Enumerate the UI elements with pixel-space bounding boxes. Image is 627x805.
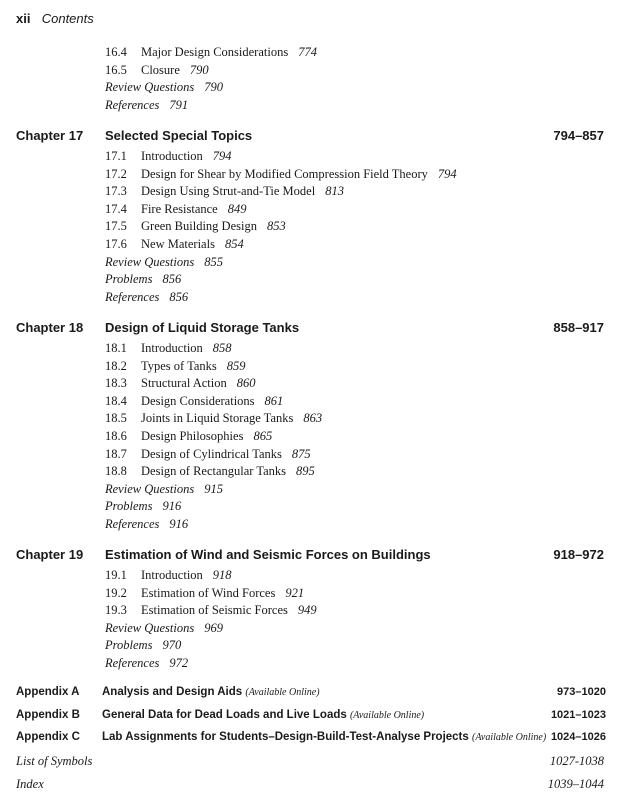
end-matter-label: List of Symbols (16, 754, 93, 768)
availability-note: (Available Online) (245, 687, 320, 698)
section-number: 18.2 (105, 358, 127, 373)
chapter-pages: 918–972 (553, 547, 604, 562)
section-page: 921 (285, 585, 305, 600)
section-page: 774 (298, 45, 317, 59)
toc-entry[interactable] (105, 516, 627, 534)
section-number: 18.3 (105, 376, 127, 391)
toc-entry[interactable] (105, 201, 627, 219)
toc-entry[interactable] (105, 637, 627, 655)
toc-entry[interactable] (105, 340, 627, 358)
appendix-pages: 1021–1023 (550, 709, 606, 721)
section-page: 853 (266, 219, 286, 234)
toc-entry[interactable] (105, 375, 627, 393)
list-of-symbols-row[interactable] (0, 754, 627, 772)
appendix-label: Appendix C (16, 731, 80, 743)
section-page: 949 (297, 603, 317, 618)
toc-entry[interactable] (105, 97, 627, 115)
section-title: Introduction (141, 568, 203, 582)
toc-entry[interactable] (105, 410, 627, 428)
section-page: 860 (236, 376, 256, 391)
chapter-label: Chapter 18 (16, 320, 84, 335)
section-page: 794 (437, 166, 457, 181)
section-title: References (105, 289, 160, 304)
toc-entry[interactable] (105, 254, 627, 272)
section-title: Structural Action (141, 376, 227, 391)
toc-entry[interactable] (105, 79, 627, 97)
page-header (16, 11, 94, 27)
section-number: 17.1 (105, 149, 127, 163)
section-number: 17.6 (105, 236, 127, 251)
toc-entry[interactable] (105, 236, 627, 254)
toc-entry[interactable] (105, 166, 627, 184)
toc-entry[interactable] (105, 481, 627, 499)
section-number: 17.4 (105, 201, 127, 216)
section-title: Fire Resistance (141, 201, 218, 216)
toc-entry[interactable] (105, 271, 627, 289)
appendix-title-wrap (102, 709, 424, 721)
section-title: Introduction (141, 149, 203, 163)
section-number: 18.4 (105, 393, 127, 408)
toc-entry[interactable] (105, 393, 627, 411)
section-title: Review Questions (105, 481, 195, 496)
chapter-title[interactable]: Estimation of Wind and Seismic Forces on Buildings (105, 547, 431, 562)
appendix-c-row[interactable] (0, 731, 627, 749)
section-number: 18.5 (105, 411, 127, 426)
section-page: 856 (169, 289, 189, 304)
appendix-title-wrap (102, 731, 546, 743)
toc-entry[interactable] (105, 585, 627, 603)
section-title: New Materials (141, 236, 215, 251)
section-page: 875 (291, 446, 311, 461)
section-page: 790 (204, 80, 223, 95)
chapter-19 (0, 547, 627, 673)
toc-entry[interactable] (105, 463, 627, 481)
section-number: 19.1 (105, 568, 127, 582)
toc-entry[interactable] (105, 620, 627, 638)
chapter-pages: 794–857 (553, 128, 604, 143)
section-page: 856 (162, 272, 182, 287)
section-number: 19.3 (105, 603, 127, 618)
section-title: Review Questions (105, 254, 195, 269)
section-page: 861 (264, 393, 284, 408)
section-page: 972 (169, 655, 189, 670)
section-title: Joints in Liquid Storage Tanks (141, 411, 294, 426)
section-title: References (105, 97, 160, 112)
chapter-pages: 858–917 (553, 320, 604, 335)
section-page: 895 (296, 464, 315, 479)
section-title: Design of Rectangular Tanks (141, 464, 287, 479)
section-page: 849 (227, 201, 247, 216)
appendix-a-row[interactable] (0, 686, 627, 704)
appendix-title: Lab Assignments for Students–Design-Build-Test-Analyse Projects (102, 731, 469, 743)
running-title: Contents (41, 11, 94, 26)
section-title: Estimation of Seismic Forces (141, 603, 288, 618)
section-number: 17.5 (105, 219, 127, 234)
chapter-17 (0, 128, 627, 306)
chapter-label: Chapter 17 (16, 128, 84, 143)
section-title: Types of Tanks (141, 358, 217, 373)
section-number: 16.4 (105, 45, 127, 59)
section-title: Estimation of Wind Forces (141, 585, 276, 600)
section-title: Closure (141, 62, 180, 77)
section-title: References (105, 655, 160, 670)
section-title: Design of Cylindrical Tanks (141, 446, 282, 461)
section-title: References (105, 516, 160, 531)
section-page: 858 (212, 341, 232, 355)
page-number: xii (16, 11, 31, 26)
toc-entry[interactable] (105, 446, 627, 464)
section-page: 865 (253, 428, 273, 443)
toc-entry[interactable] (105, 567, 627, 585)
appendix-pages: 973–1020 (557, 686, 606, 698)
chapter-label: Chapter 19 (16, 547, 84, 562)
section-page: 791 (169, 97, 189, 112)
chapter-title[interactable]: Selected Special Topics (105, 128, 253, 143)
section-number: 19.2 (105, 585, 127, 600)
section-title: Problems (105, 272, 153, 287)
toc-entry[interactable] (105, 289, 627, 307)
toc-entry[interactable] (105, 218, 627, 236)
section-page: 794 (212, 149, 232, 163)
section-page: 915 (204, 481, 223, 496)
appendix-title: General Data for Dead Loads and Live Loads (102, 709, 347, 721)
section-title: Review Questions (105, 620, 195, 635)
appendix-title: Analysis and Design Aids (102, 686, 243, 698)
appendix-pages: 1024–1026 (550, 731, 606, 743)
section-page: 854 (224, 236, 244, 251)
section-page: 813 (325, 184, 344, 199)
section-title: Design Using Strut-and-Tie Model (141, 184, 316, 199)
section-page: 969 (204, 620, 223, 635)
index-row[interactable] (0, 777, 627, 795)
section-page: 970 (162, 638, 182, 653)
section-number: 18.7 (105, 446, 127, 461)
toc-entry[interactable] (105, 183, 627, 201)
toc-entry[interactable] (105, 428, 627, 446)
section-title: Green Building Design (141, 219, 257, 234)
section-page: 916 (162, 499, 182, 514)
section-title: Design Considerations (141, 393, 255, 408)
section-page: 918 (212, 568, 232, 582)
appendix-label: Appendix B (16, 709, 80, 721)
section-number: 18.1 (105, 341, 127, 355)
chapter-title[interactable]: Design of Liquid Storage Tanks (105, 320, 300, 335)
section-page: 790 (189, 62, 209, 77)
section-number: 18.8 (105, 464, 127, 479)
availability-note: (Available Online) (472, 732, 547, 743)
section-number: 17.2 (105, 166, 127, 181)
chapter-16-continued (0, 44, 627, 114)
section-page: 863 (303, 411, 323, 426)
availability-note: (Available Online) (349, 710, 425, 721)
section-title: Introduction (141, 341, 203, 355)
appendix-b-row[interactable] (0, 709, 627, 727)
section-title: Design Philosophies (141, 428, 244, 443)
toc-entry[interactable] (105, 44, 627, 62)
section-title: Review Questions (105, 80, 195, 95)
section-page: 855 (204, 254, 223, 269)
section-page: 859 (226, 358, 246, 373)
toc-entry[interactable] (105, 358, 627, 376)
end-matter-label: Index (16, 777, 44, 791)
toc-entry[interactable] (105, 655, 627, 673)
toc-entry[interactable] (105, 62, 627, 80)
end-matter-pages: 1027-1038 (549, 754, 604, 768)
toc-entry[interactable] (105, 148, 627, 166)
toc-entry[interactable] (105, 498, 627, 516)
toc-entry[interactable] (105, 602, 627, 620)
section-number: 16.5 (105, 62, 127, 77)
chapter-18 (0, 320, 627, 534)
end-matter-pages: 1039–1044 (547, 777, 604, 791)
appendix-label: Appendix A (16, 686, 80, 698)
section-title: Problems (105, 499, 153, 514)
section-number: 17.3 (105, 184, 127, 199)
appendix-title-wrap (102, 686, 320, 698)
section-title: Design for Shear by Modified Compression Field Theory (141, 166, 428, 181)
section-title: Problems (105, 638, 153, 653)
section-title: Major Design Considerations (141, 45, 289, 59)
section-page: 916 (169, 516, 189, 531)
section-number: 18.6 (105, 428, 127, 443)
